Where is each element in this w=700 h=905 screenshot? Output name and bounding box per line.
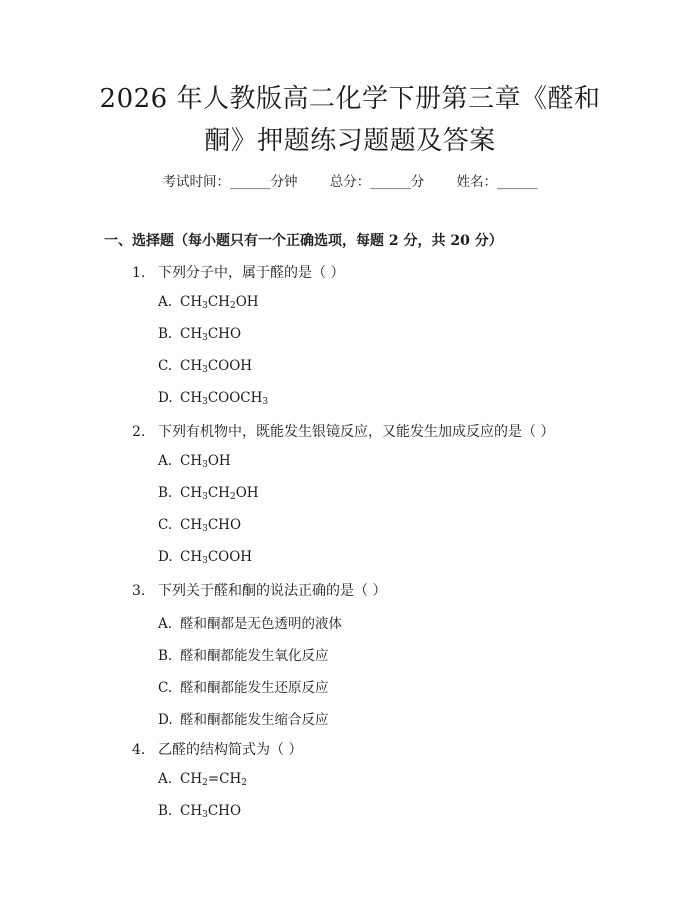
exam-meta [0, 170, 700, 190]
question-text: 乙醛的结构简式为（ ） [158, 742, 303, 758]
option-letter: A. [158, 771, 173, 787]
option-formula: $CH_3CH_2OH$ [180, 485, 259, 502]
question-number: 2. [132, 424, 146, 440]
option-2-c [158, 517, 241, 533]
question-text: 下列有机物中，既能发生银镜反应，又能发生加成反应的是（ ） [158, 424, 555, 440]
option-letter: D. [158, 549, 173, 565]
option-1-d [158, 390, 268, 406]
option-2-d [158, 549, 252, 565]
question-3 [132, 580, 386, 600]
option-2-b [158, 485, 259, 501]
option-2-a [158, 453, 231, 469]
question-1 [132, 262, 344, 282]
option-letter: B. [158, 485, 173, 501]
option-3-b [158, 644, 329, 664]
option-letter: C. [158, 517, 173, 533]
option-text: 醛和酮都是无色透明的液体 [180, 616, 342, 632]
question-number: 4. [132, 742, 146, 758]
option-formula: $CH_3CHO$ [180, 517, 242, 534]
option-3-d [158, 708, 329, 728]
question-2 [132, 421, 554, 441]
option-letter: B. [158, 326, 173, 342]
option-1-a [158, 294, 259, 310]
exam-time: 考试时间：______分钟 [162, 174, 298, 190]
option-text: 醛和酮都能发生缩合反应 [180, 712, 329, 728]
option-letter: C. [158, 680, 173, 696]
option-formula: $CH_3COOH$ [180, 549, 253, 566]
option-4-b [158, 803, 241, 819]
option-3-c [158, 676, 329, 696]
option-letter: A. [158, 294, 173, 310]
option-1-b [158, 326, 241, 342]
question-text: 下列分子中，属于醛的是（ ） [158, 265, 345, 281]
option-letter: A. [158, 616, 173, 632]
option-4-a [158, 771, 247, 787]
option-formula: $CH_3CHO$ [180, 326, 242, 343]
title-line-2: 酮》押题练习题题及答案 [204, 126, 496, 156]
title-line-1: 2026 年人教版高二化学下册第三章《醛和 [99, 84, 601, 114]
student-name: 姓名：______ [456, 174, 538, 190]
option-text: 醛和酮都能发生还原反应 [180, 680, 329, 696]
option-letter: B. [158, 803, 173, 819]
option-letter: D. [158, 712, 173, 728]
question-number: 1. [132, 265, 146, 281]
option-letter: D. [158, 390, 173, 406]
option-1-c [158, 358, 252, 374]
question-text: 下列关于醛和酮的说法正确的是（ ） [158, 583, 387, 599]
question-number: 3. [132, 583, 146, 599]
section-heading: 一、选择题（每小题只有一个正确选项，每题 2 分，共 20 分） [104, 233, 503, 249]
option-formula: $CH_3COOCH_3$ [180, 390, 269, 407]
option-formula: $CH_3COOH$ [180, 358, 253, 375]
option-formula: $CH_2=CH_2$ [180, 771, 247, 788]
option-formula: $CH_3CHO$ [180, 803, 242, 820]
option-3-a [158, 612, 342, 632]
question-4 [132, 739, 302, 759]
total-score: 总分：______分 [329, 174, 425, 190]
page-title [90, 78, 610, 162]
option-letter: A. [158, 453, 173, 469]
option-text: 醛和酮都能发生氧化反应 [180, 648, 329, 664]
option-formula: $CH_3CH_2OH$ [180, 294, 259, 311]
option-formula: $CH_3OH$ [180, 453, 231, 470]
option-letter: B. [158, 648, 173, 664]
option-letter: C. [158, 358, 173, 374]
